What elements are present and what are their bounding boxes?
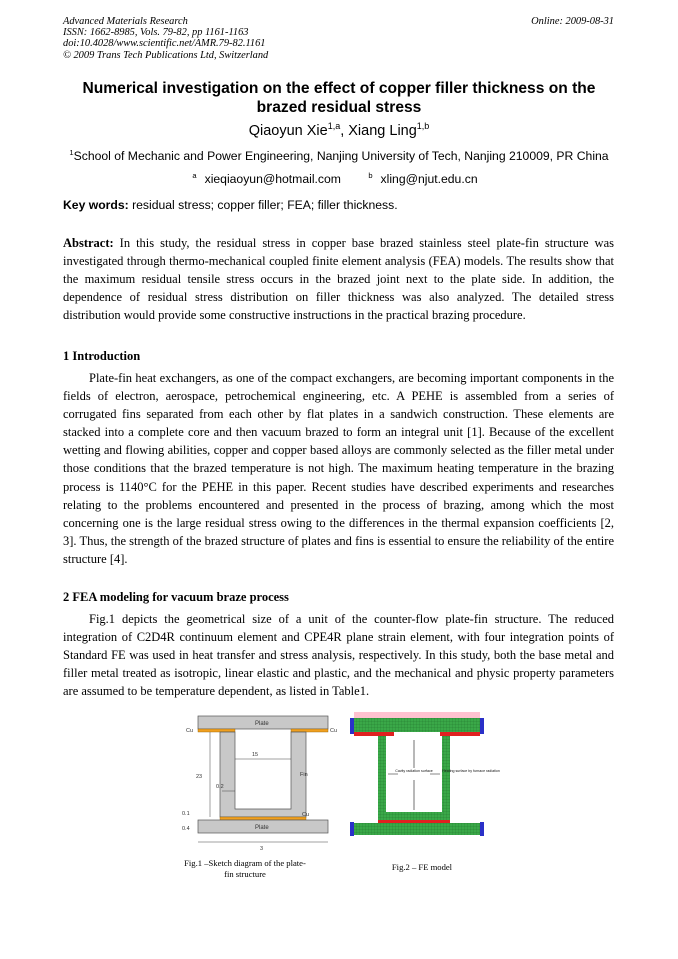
label-dim-3: 3 [260,846,264,852]
label-dim-15: 15 [252,752,259,758]
online-date: Online: 2009-08-31 [531,16,614,27]
copper-layer-right [291,729,328,732]
top-plate-mesh [354,718,480,732]
journal-issn: ISSN: 1662-8985, Vols. 79-82, pp 1161-1163 [63,27,249,39]
copper-layer-bottom [220,817,306,820]
section-heading: 2 FEA modeling for vacuum braze process [63,590,289,604]
section-text: Fig.1 depicts the geometrical size of a unit of the counter-flow plate-fin structure. The reduced integration of C2D4R continuum element and CPE4R plane strain element, with four integration points of Standard FE was used in heat transfer and stress analysis, respectively. In this study, both the base metal and filler metal treated as isotropic, linear elastic and plastic, and the mechanical and physic property parameters are assumed to be temperature dependent, as listed in Table1. [63,612,614,699]
heating-boundary-top [354,712,480,718]
journal-copyright: © 2009 Trans Tech Publications Ltd, Switzerland [63,49,269,61]
email-item [368,172,485,186]
journal-doi: doi:10.4028/www.scientific.net/AMR.79-82.1161 [63,38,266,50]
keywords-label: Key words: [63,198,129,212]
copper-layer-left [198,729,235,732]
figure-1-caption: Fig.1 –Sketch diagram of the plate-fin structure [184,858,306,879]
heating-label: Heating surface by furnace radiation [442,769,500,773]
email-address: xling@njut.edu.cn [380,172,478,186]
author-sup: 1,a [327,121,341,132]
email-sup: b [368,170,373,180]
figure-1-sketch [180,712,340,852]
author-name: Qiaoyun Xie [248,123,328,139]
email-address: xieqiaoyun@hotmail.com [204,172,341,186]
affiliation-sup: 1 [69,147,74,157]
boundary-left-bottom [350,822,354,836]
fin-shape [220,732,306,817]
copper-mesh-right [440,732,480,736]
email-sup: a [192,170,197,180]
section-heading: 1 Introduction [63,349,141,363]
label-dim-01: 0.1 [182,811,190,817]
fin-mesh-right [442,736,450,820]
label-cu-left: Cu [186,728,194,734]
bottom-plate-mesh [354,823,480,835]
affiliation-text: School of Mechanic and Power Engineering, Nanjing University of Tech, Nanjing 210009, PR China [73,149,609,163]
copper-mesh-bottom [378,820,450,823]
copper-mesh-left [354,732,394,736]
boundary-right-bottom [480,822,484,836]
figure-2-fe-model [344,712,500,842]
author-list [63,123,615,139]
label-cu-bottom: Cu [302,812,310,818]
figure-2-caption: Fig.2 – FE model [391,862,453,872]
abstract-label: Abstract: [63,236,114,250]
label-plate-top: Plate [255,721,269,727]
email-item [192,172,349,186]
label-dim-02: 0.2 [216,784,224,790]
abstract-text: In this study, the residual stress in copper base brazed stainless steel plate-fin structure was investigated through thermo-mechanical coupled finite element analysis (FEA) models. The results show that the maximum residual tensile stress occurs in the brazed joint next to the plate side. In addition, the dependence of residual stress distribution on filler thickness was also analyzed. The detailed stress distribution would provide some constructive instructions in the practical brazing procedure. [63,236,614,323]
label-cu-right: Cu [330,728,338,734]
author-sup: 1,b [416,121,430,132]
journal-name: Advanced Materials Research [63,16,188,27]
journal-header [63,16,268,61]
email-list [63,172,615,186]
label-fin: Fin [300,772,308,778]
boundary-right-top [480,718,484,734]
paper-title: Numerical investigation on the effect of copper filler thickness on the brazed residual stress [82,80,596,116]
keywords [63,198,398,212]
affiliation [63,149,615,163]
label-plate-bottom: Plate [255,825,269,831]
keywords-text: residual stress; copper filler; FEA; filler thickness. [128,198,398,212]
cavity-label: Cavity radiation surface [395,769,433,773]
author-name: Xiang Ling [348,123,417,139]
boundary-left-top [350,718,354,734]
fin-mesh-bottom [378,812,450,820]
section-text: Plate-fin heat exchangers, as one of the compact exchangers, are becoming important components in the fields of electron, aerospace, petrochemical engineering, etc. A PEHE is assembled from a series of corrugated fins separated from each other by flat plates in a sandwich construction. These elements are stacked into a complete core and then vacuum brazed to form an integral unit [1]. Because of the excellent wetting and flowing abilities, copper and copper based alloys are commonly selected as the filler metal under those conditions that the brazed temperature is not high. The maximum heating temperature in the brazing process is 1140°C for the PEHE in this paper. Recent studies have described experiments and researches relating to the problems encountered and presented in the process of brazing, among which the most concerning one is the large residual stress owing to the differences in the thermal expansion coefficients [2, 3]. Thus, the strength of the brazed structure of plates and fins is essential to ensure the reliability of the entire structure [4]. [63,371,614,566]
label-dim-04: 0.4 [182,826,190,832]
abstract [63,234,614,324]
label-dim-23: 23 [196,774,203,780]
author-separator: , [340,123,349,139]
fin-mesh-left [378,736,386,820]
